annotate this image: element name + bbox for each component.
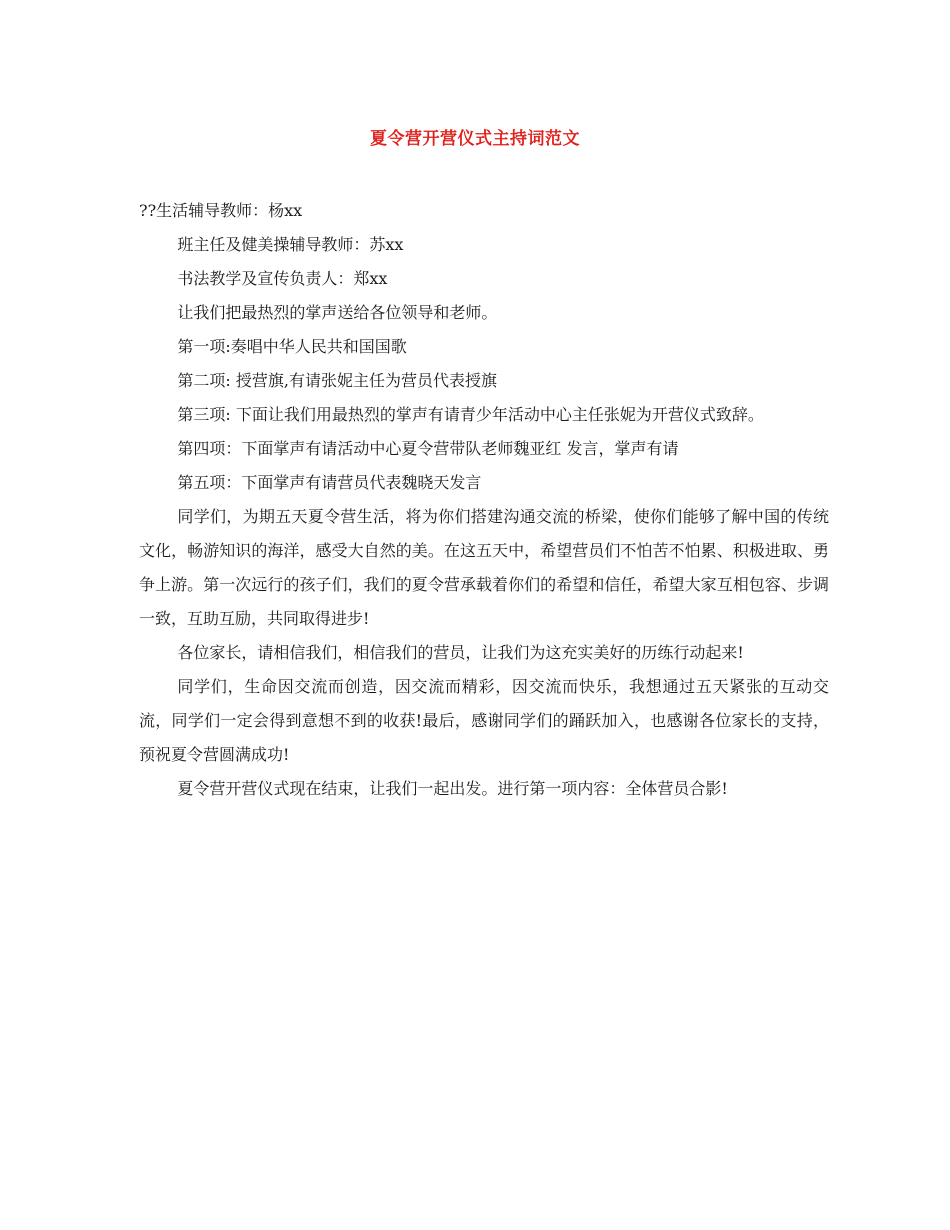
paragraph-students: 同学们，为期五天夏令营生活，将为你们搭建沟通交流的桥梁，使你们能够了解中国的传统文化，畅游知识的海洋，感受大自然的美。在这五天中，希望营员们不怕苦不怕累、积极进取、勇争上游。第一次远行的孩子们，我们的夏令营承载着你们的希望和信任，希望大家互相包容、步调一致，互助互励，共同取得进步! — [139, 507, 829, 628]
paragraph-class-teacher: 班主任及健美操辅导教师：苏xx — [177, 235, 404, 254]
document-title: 夏令营开营仪式主持词范文 — [370, 129, 580, 149]
paragraph-item-5: 第五项：下面掌声有请营员代表魏晓天发言 — [177, 473, 482, 492]
paragraph-item-2: 第二项: 授营旗,有请张妮主任为营员代表授旗 — [177, 371, 497, 390]
paragraph-parents: 各位家长，请相信我们，相信我们的营员，让我们为这充实美好的历练行动起来! — [177, 643, 744, 662]
paragraph-applause: 让我们把最热烈的掌声送给各位领导和老师。 — [177, 303, 498, 322]
paragraph-ceremony-end: 夏令营开营仪式现在结束，让我们一起出发。进行第一项内容：全体营员合影! — [177, 779, 728, 798]
paragraph-closing-wishes: 同学们，生命因交流而创造，因交流而精彩，因交流而快乐，我想通过五天紧张的互动交流，同学们一定会得到意想不到的收获!最后，感谢同学们的踊跃加入，也感谢各位家长的支持，预祝夏令营圆满成功! — [139, 677, 829, 764]
paragraph-item-3: 第三项: 下面让我们用最热烈的掌声有请青少年活动中心主任张妮为开营仪式致辞。 — [177, 405, 764, 424]
paragraph-life-tutor: ??生活辅导教师：杨xx — [139, 201, 303, 220]
paragraph-calligraphy-teacher: 书法教学及宣传负责人：郑xx — [177, 269, 388, 288]
paragraph-item-1: 第一项:奏唱中华人民共和国国歌 — [177, 337, 407, 356]
paragraph-item-4: 第四项：下面掌声有请活动中心夏令营带队老师魏亚红 发言，掌声有请 — [177, 439, 679, 458]
document-body — [139, 194, 829, 806]
